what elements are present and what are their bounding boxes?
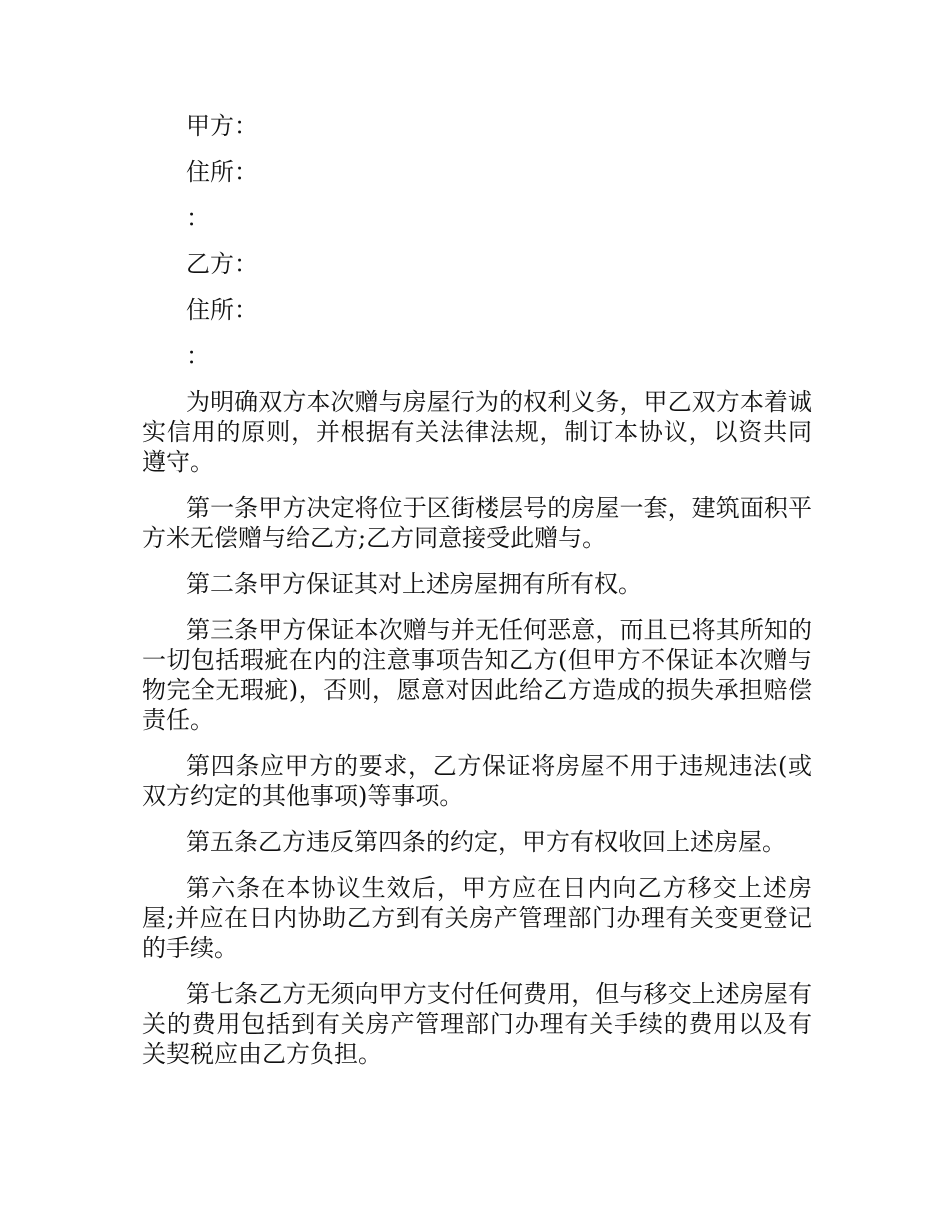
party-a-blank-field: ： xyxy=(186,204,210,232)
article-2-paragraph: 第二条甲方保证其对上述房屋拥有所有权。 xyxy=(186,570,642,598)
party-b-label: 乙方： xyxy=(186,250,258,278)
article-7-paragraph: 第七条乙方无须向甲方支付任何费用，但与移交上述房屋有关的费用包括到有关房产管理部门办理有关手续的费用以及有关契税应由乙方负担。 xyxy=(142,980,812,1068)
party-b-address-label: 住所： xyxy=(186,296,258,324)
party-a-label: 甲方： xyxy=(186,112,258,140)
article-6-paragraph: 第六条在本协议生效后，甲方应在日内向乙方移交上述房屋;并应在日内协助乙方到有关房产管理部门办理有关变更登记的手续。 xyxy=(142,874,812,962)
preamble-paragraph: 为明确双方本次赠与房屋行为的权利义务，甲乙双方本着诚实信用的原则，并根据有关法律法规，制订本协议，以资共同遵守。 xyxy=(142,388,812,476)
article-4-paragraph: 第四条应甲方的要求，乙方保证将房屋不用于违规违法(或双方约定的其他事项)等事项。 xyxy=(142,752,812,810)
article-1-paragraph: 第一条甲方决定将位于区街楼层号的房屋一套，建筑面积平方米无偿赠与给乙方;乙方同意接受此赠与。 xyxy=(142,494,812,552)
party-a-address-label: 住所： xyxy=(186,158,258,186)
party-b-blank-field: ： xyxy=(186,342,210,370)
article-3-paragraph: 第三条甲方保证本次赠与并无任何恶意，而且已将其所知的一切包括瑕疵在内的注意事项告知乙方(但甲方不保证本次赠与物完全无瑕疵)，否则，愿意对因此给乙方造成的损失承担赔偿责任。 xyxy=(142,616,812,734)
article-5-paragraph: 第五条乙方违反第四条的约定，甲方有权收回上述房屋。 xyxy=(186,828,786,856)
document-body xyxy=(142,111,812,1085)
